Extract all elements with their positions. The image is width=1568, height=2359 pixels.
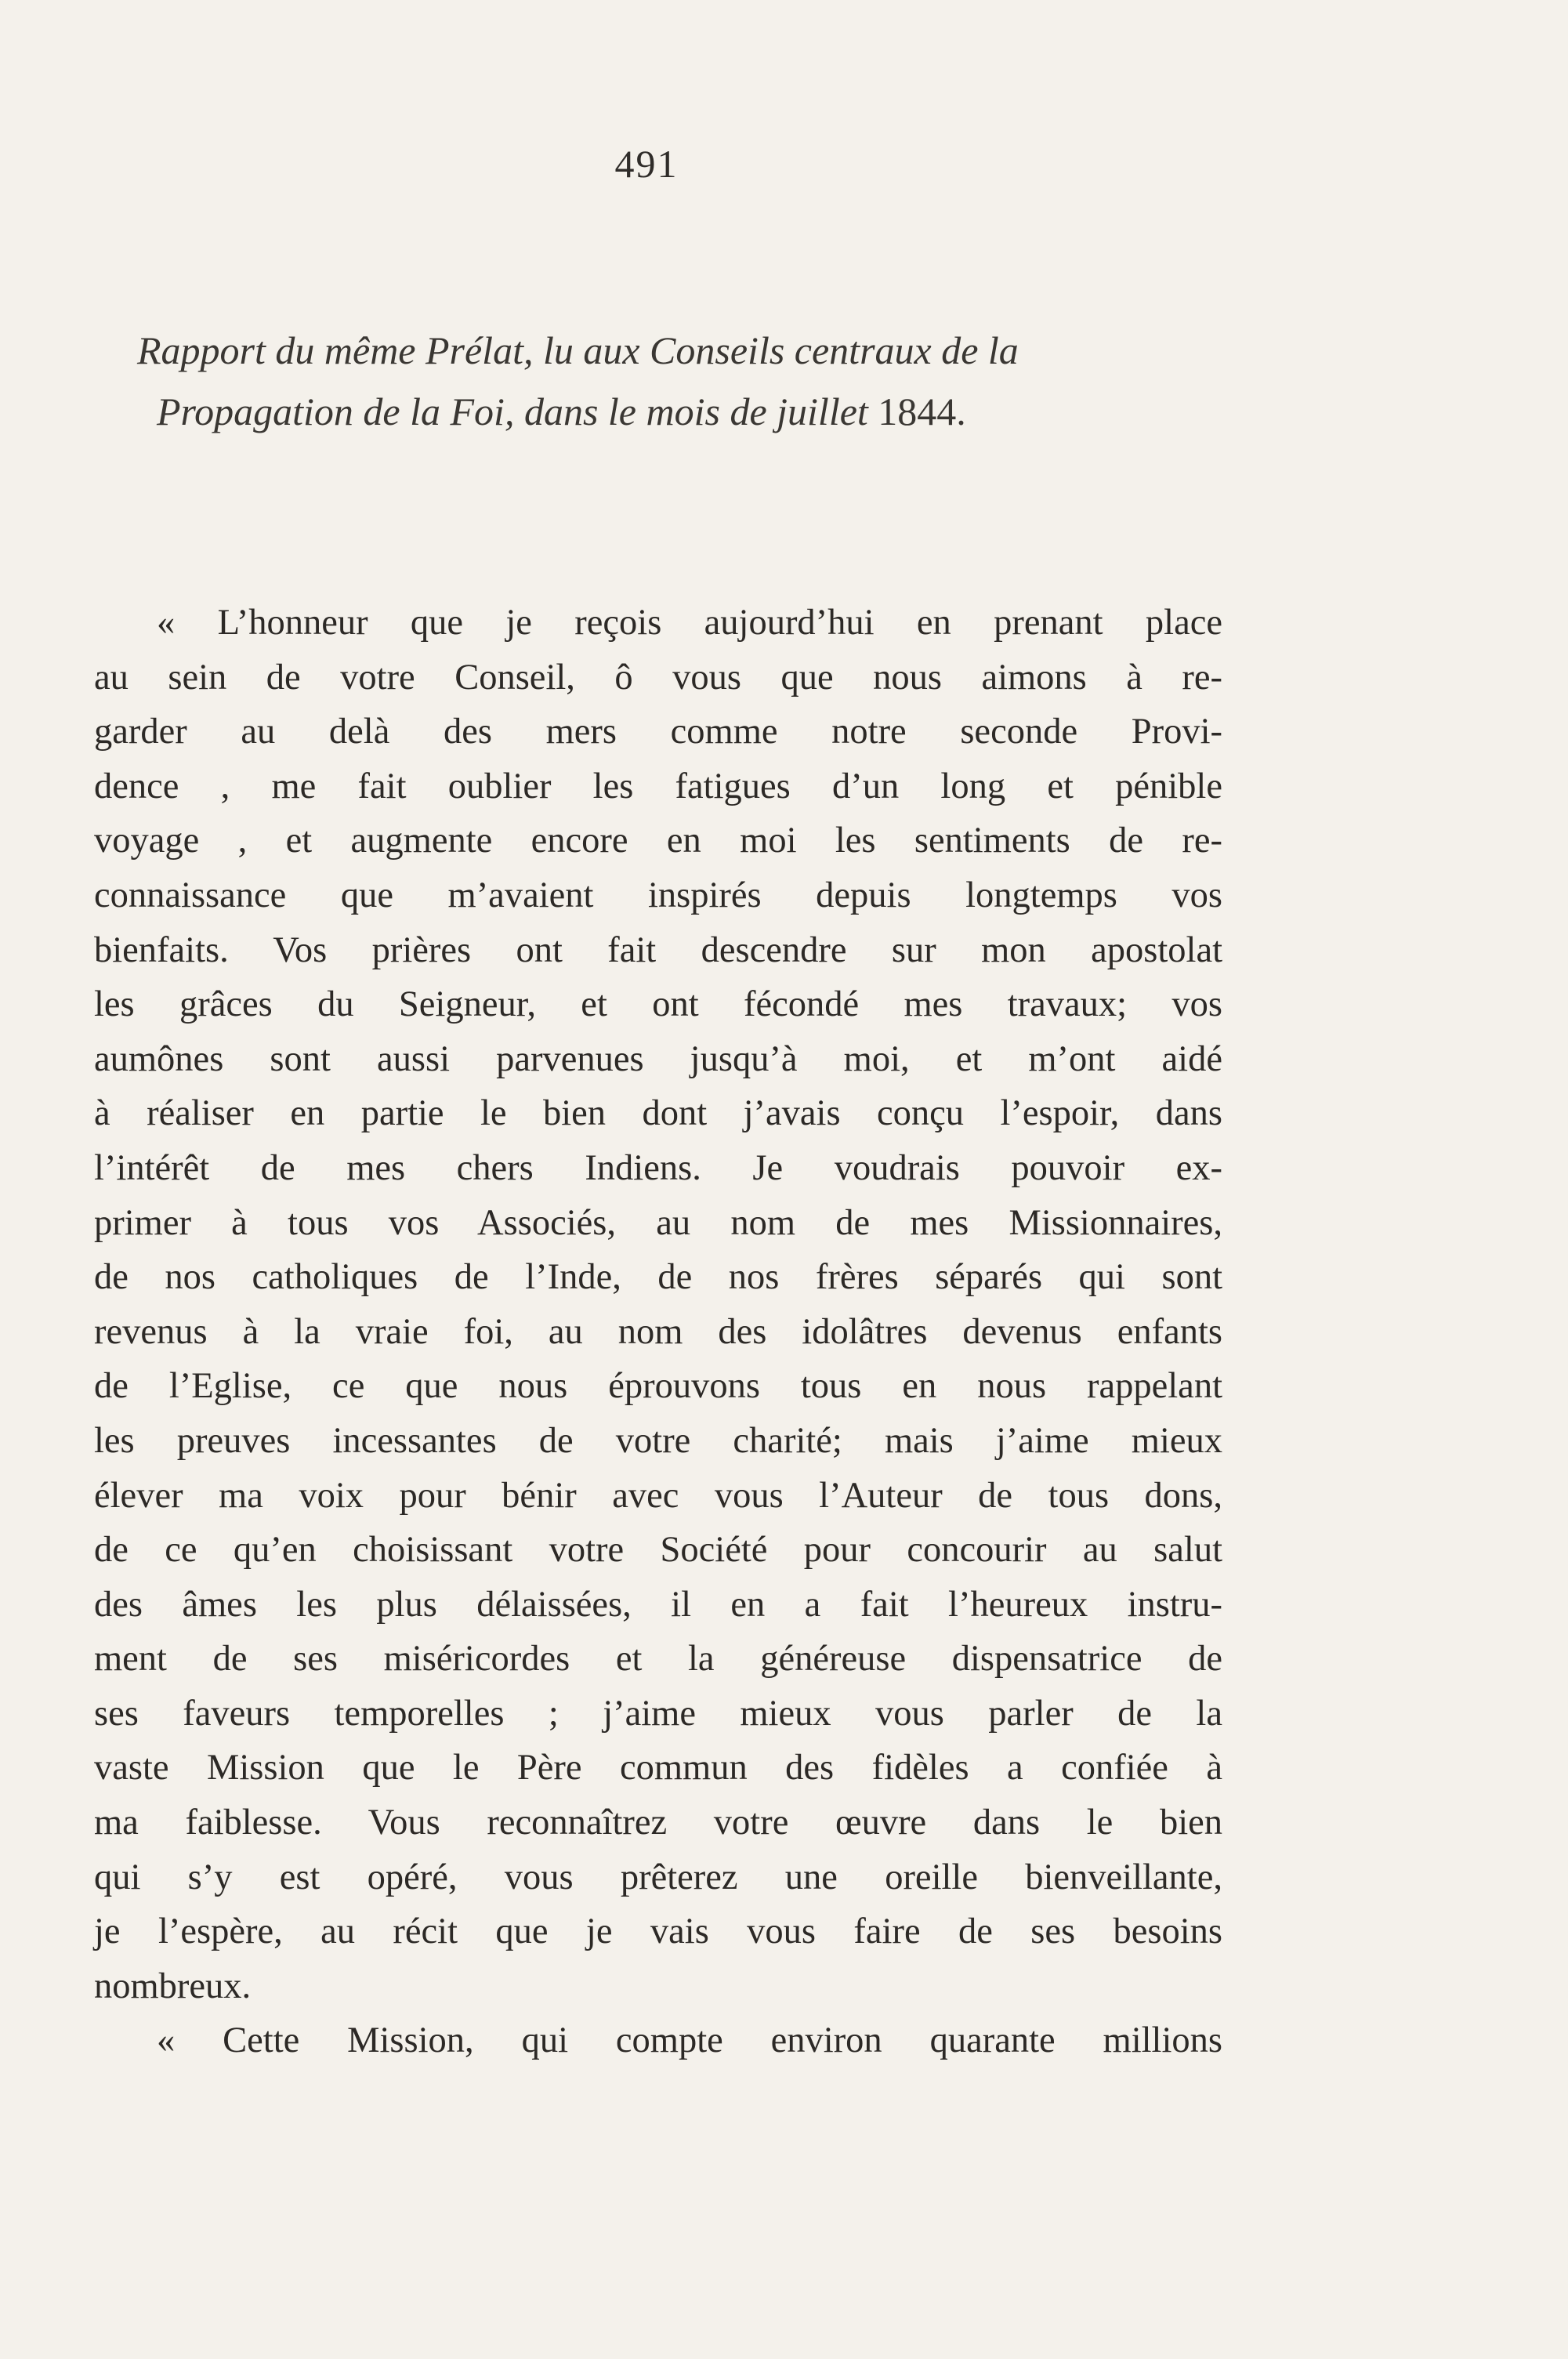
text-line: bienfaits. Vos prières ont fait descendre sur mon apostolat — [94, 929, 1222, 970]
text-line: de nos catholiques de l’Inde, de nos frères séparés qui sont — [94, 1257, 1222, 1298]
text-line: l’intérêt de mes chers Indiens. Je voudrais pouvoir ex- — [94, 1147, 1222, 1188]
text-line: nombreux. — [94, 1966, 252, 2006]
text-line: des âmes les plus délaissées, il en a fait l’heureux instru- — [94, 1584, 1222, 1625]
title-year: 1844. — [878, 390, 966, 433]
section-title — [90, 320, 1226, 442]
title-line-1: Rapport du même Prélat, lu aux Conseils centraux de la — [137, 328, 1019, 372]
text-line: à réaliser en partie le bien dont j’avais conçu l’espoir, dans — [94, 1093, 1222, 1134]
text-line: revenus à la vraie foi, au nom des idolâtres devenus enfants — [94, 1311, 1222, 1352]
body-text — [94, 596, 1222, 2068]
title-line-2 — [90, 381, 1226, 442]
text-line: garder au delà des mers comme notre seconde Provi- — [94, 712, 1222, 752]
text-line: vaste Mission que le Père commun des fidèles a confiée à — [94, 1748, 1222, 1788]
text-line: ment de ses miséricordes et la généreuse dispensatrice de — [94, 1639, 1222, 1680]
text-line: qui s’y est opéré, vous prêterez une oreille bienveillante, — [94, 1857, 1222, 1897]
text-line: je l’espère, au récit que je vais vous faire de ses besoins — [94, 1911, 1222, 1952]
text-line: ses faveurs temporelles ; j’aime mieux vous parler de la — [94, 1693, 1222, 1734]
text-line: de ce qu’en choisissant votre Société pour concourir au salut — [94, 1530, 1222, 1571]
text-line: dence , me fait oublier les fatigues d’un long et pénible — [94, 766, 1222, 806]
text-line: primer à tous vos Associés, au nom de mes Missionnaires, — [94, 1202, 1222, 1243]
text-line: ma faiblesse. Vous reconnaîtrez votre œuvre dans le bien — [94, 1803, 1222, 1843]
text-line: connaissance que m’avaient inspirés depuis longtemps vos — [94, 875, 1222, 915]
page-number: 491 — [614, 142, 679, 186]
text-line: au sein de votre Conseil, ô vous que nous aimons à re- — [94, 657, 1222, 698]
text-line: « L’honneur que je reçois aujourd’hui en prenant place — [157, 603, 1222, 643]
text-line: voyage , et augmente encore en moi les sentiments de re- — [94, 821, 1222, 861]
title-line-2-text: Propagation de la Foi, dans le mois de juillet — [157, 390, 878, 433]
text-line: aumônes sont aussi parvenues jusqu’à moi, et m’ont aidé — [94, 1038, 1222, 1079]
text-line: de l’Eglise, ce que nous éprouvons tous en nous rappelant — [94, 1366, 1222, 1407]
text-line: élever ma voix pour bénir avec vous l’Auteur de tous dons, — [94, 1475, 1222, 1516]
text-line: les grâces du Seigneur, et ont fécondé mes travaux; vos — [94, 984, 1222, 1025]
text-line: « Cette Mission, qui compte environ quarante millions — [157, 2020, 1222, 2061]
text-line: les preuves incessantes de votre charité; mais j’aime mieux — [94, 1420, 1222, 1461]
